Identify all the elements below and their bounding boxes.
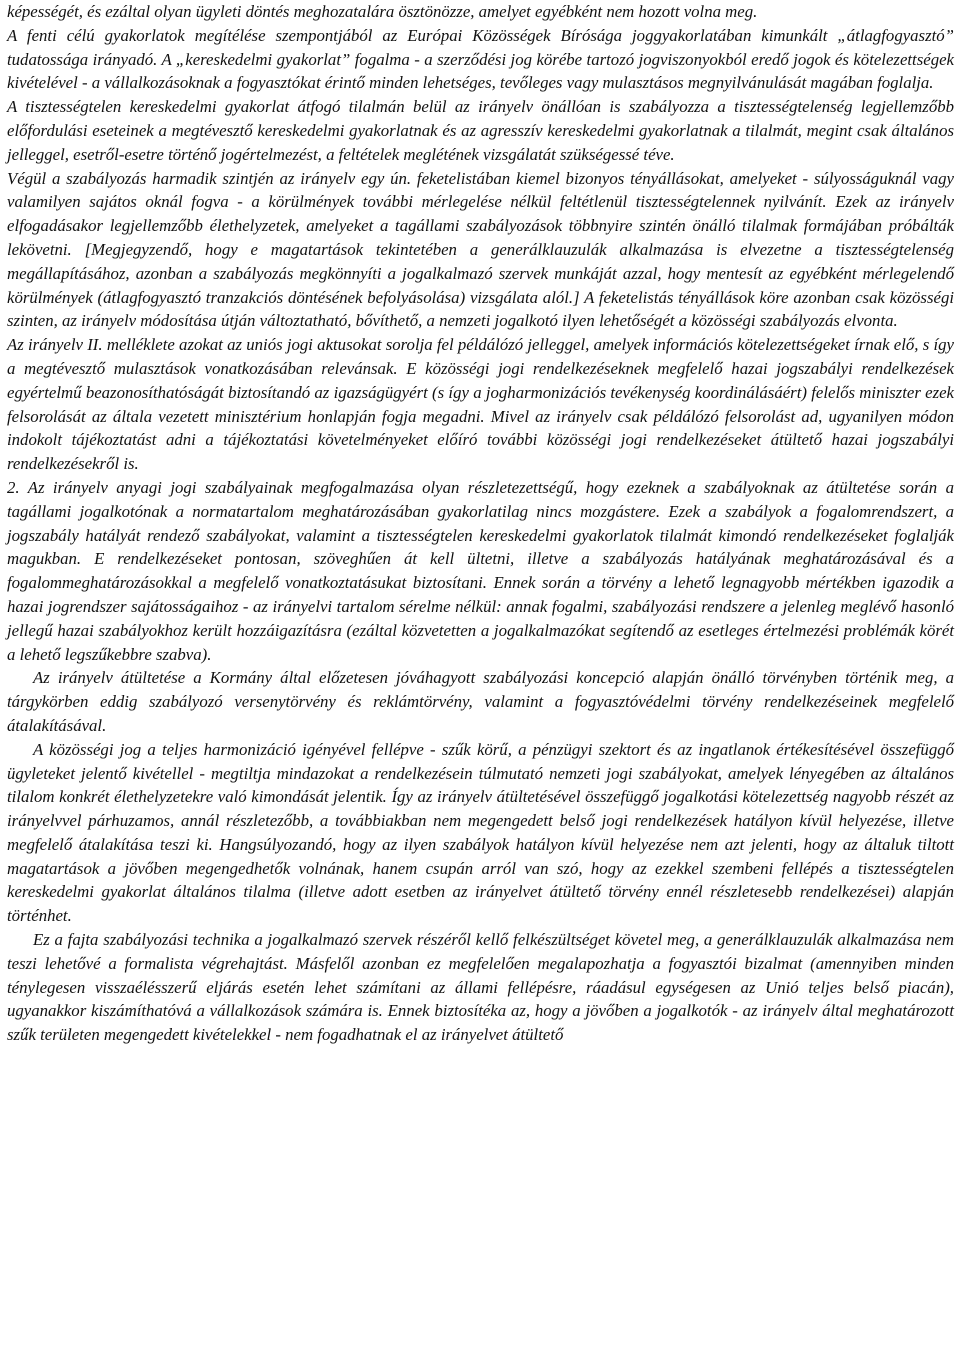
paragraph-1 xyxy=(7,0,954,24)
paragraph-text: Végül a szabályozás harmadik szintjén az irányelv egy ún. feketelistában kiemel bizonyos tényállásokat, amelyeket - súlyosságuknál vagy valamilyen sajátos oknál fogva - a körülmények további mérlegelése nélkül feltétlenül tisztességtelennek nyilvánít. Ezek az irányelv elfogadásakor legjellemzőbb élethelyzetek, amelyeket a tagállami szabályozások többnyire szintén önálló tilalmak formájában próbálták lekövetni. [Megjegyzendő, hogy e magatartások tekintetében a generálklauzulák alkalmazása is elvezetne a tisztességtelenség megállapításához, azonban a szabályozás megkönnyíti a jogalkalmazó szervek munkáját azzal, hogy mentesít az egyébként mérlegelendő körülmények (átlagfogyasztó tranzakciós döntésének befolyásolása) vizsgálata alól.] A feketelistás tényállások köre azonban csak közösségi szinten, az irányelv módosítása útján változtatható, bővíthető, a nemzeti jogalkotó ilyen lehetőségét a közösségi szabályozás elvonta. xyxy=(7,168,954,331)
paragraph-text: A fenti célú gyakorlatok megítélése szempontjából az Európai Közösségek Bírósága joggyakorlatában kimunkált „átlagfogyasztó” tudatossága irányadó. A „kereskedelmi gyakorlat” fogalma - a szerződési jog körébe tartozó jogviszonyokból eredő jogok és kötelezettségek kivételével - a vállalkozásoknak a fogyasztókat érintő minden lehetséges, tevőleges vagy mulasztásos megnyilvánulását magában foglalja. xyxy=(7,25,954,93)
paragraph-2 xyxy=(7,24,954,95)
paragraph-6 xyxy=(7,476,954,666)
paragraph-text: 2. Az irányelv anyagi jogi szabályainak megfogalmazása olyan részletezettségű, hogy ezeknek a szabályoknak az átültetése során a tagállami jogalkotónak a normatartalom meghatározásában gyakorlatilag nincs mozgástere. Ezek a szabályok a fogalomrendszert, a jogszabály hatályát rendező szabályokat, valamint a tisztességtelen kereskedelmi gyakorlatok tilalmát kimondó rendelkezéseket foglalják magukban. E rendelkezéseket pontosan, szöveghűen át kell ültetni, illetve a szabályozás hatályának meghatározásával és a fogalommeghatározásokkal a megfelelő vonatkoztatásukat biztosítani. Ennek során a törvény a lehető legnagyobb mértékben igazodik a hazai jogrendszer sajátosságaihoz - az irányelvi tartalom sérelme nélkül: annak fogalmi, szabályozási rendszere a jelenleg meglévő hasonló jellegű hazai szabályokhoz került hozzáigazításra (ezáltal közvetetten a jogalkalmazókat segítendő az esetleges értelmezési problémák körét a lehető legszűkebbre szabva). xyxy=(7,477,954,664)
paragraph-text: Az irányelv átültetése a Kormány által előzetesen jóváhagyott szabályozási koncepció alapján önálló törvényben történik meg, a tárgykörben eddig szabályozó versenytörvény és reklámtörvény, valamint a fogyasztóvédelmi törvény rendelkezéseinek megfelelő átalakításával. xyxy=(7,668,954,735)
paragraph-text: A tisztességtelen kereskedelmi gyakorlat átfogó tilalmán belül az irányelv önállóan is szabályozza a tisztességtelenség legjellemzőbb előfordulási eseteinek a megtévesztő kereskedelmi gyakorlatnak és az agresszív kereskedelmi gyakorlatnak a tilalmát, megint csak általános jelleggel, esetről-esetre történő jogértelmezést, a feltételek meglétének vizsgálatát szükségessé téve. xyxy=(7,97,954,164)
paragraph-text: képességét, és ezáltal olyan ügyleti döntés meghozatalára ösztönözze, amelyet egyébként nem hozott volna meg. xyxy=(7,2,758,21)
paragraph-text: Ez a fajta szabályozási technika a jogalkalmazó szervek részéről kellő felkészültséget követel meg, a generálklauzulák alkalmazása nem teszi lehetővé a formalista végrehajtást. Másfelől azonban ez megfelelően megalapozhatja a fogyasztói bizalmat (amennyiben minden ténylegesen visszaélésszerű eljárás esetén lehet számítani az állami fellépésre, ráadásul egységesen az Unió teljes belső piacán), ugyanakkor kiszámíthatóvá a vállalkozások számára is. Ennek biztosítéka az, hogy a jövőben a jogalkotók - az irányelv által meghatározott szűk területen megengedett kivételekkel - nem fogadhatnak el az irányelvet átültető xyxy=(7,930,954,1045)
paragraph-4 xyxy=(7,167,954,334)
paragraph-5 xyxy=(7,333,954,476)
paragraph-8 xyxy=(7,738,954,928)
paragraph-text: A közösségi jog a teljes harmonizáció igényével fellépve - szűk körű, a pénzügyi szektort és az ingatlanok értékesítésével összefüggő ügyleteket jelentő kivétellel - megtiltja mindazokat a rendelkezésein túlmutató nemzeti jogi szabályokat, amelyek lényegében az általános tilalom konkrét élethelyzetekre való kimondását jelentik. Így az irányelv átültetésével összefüggő jogalkotási kötelezettség nagyobb részét az irányelvvel párhuzamos, annál részletezőbb, a továbbiakban nem megengedett belső jogi rendelkezések hatályon kívül helyezése, illetve megfelelő átalakítása teszi ki. Hangsúlyozandó, hogy az ilyen szabályok hatályon kívül helyezése nem azt jelenti, hogy az általuk tiltott magatartások a jövőben megengedhetők volnának, hanem csupán arról van szó, hogy az ezekkel szembeni fellépés a tisztességtelen kereskedelmi gyakorlat általános tilalma (illetve adott esetben az irányelvet átültető törvény ennél részletesebb rendelkezései) alapján történhet. xyxy=(7,739,954,926)
paragraph-3 xyxy=(7,95,954,166)
paragraph-7 xyxy=(7,666,954,737)
paragraph-text: Az irányelv II. melléklete azokat az uniós jogi aktusokat sorolja fel példálózó jelleggel, amelyek információs kötelezettségeket írnak elő, s így a megtévesztő mulasztások vonatkozásában relevánsak. E közösségi jogi rendelkezéseknek megfelelő hazai jogszabályi rendelkezések egyértelmű beazonosíthatóságát biztosítandó az igazságügyért (s így a jogharmonizációs tevékenység koordinálásáért) felelős miniszter ezek felsorolását az általa vezetett minisztérium honlapján fogja megadni. Mivel az irányelv csak példálózó felsorolást ad, ugyanilyen módon indokolt tájékoztatást adni a tájékoztatási követelményeket előíró további közösségi jogi rendelkezéseket átültető hazai jogszabályi rendelkezésekről is. xyxy=(7,335,954,474)
paragraph-9 xyxy=(7,928,954,1047)
